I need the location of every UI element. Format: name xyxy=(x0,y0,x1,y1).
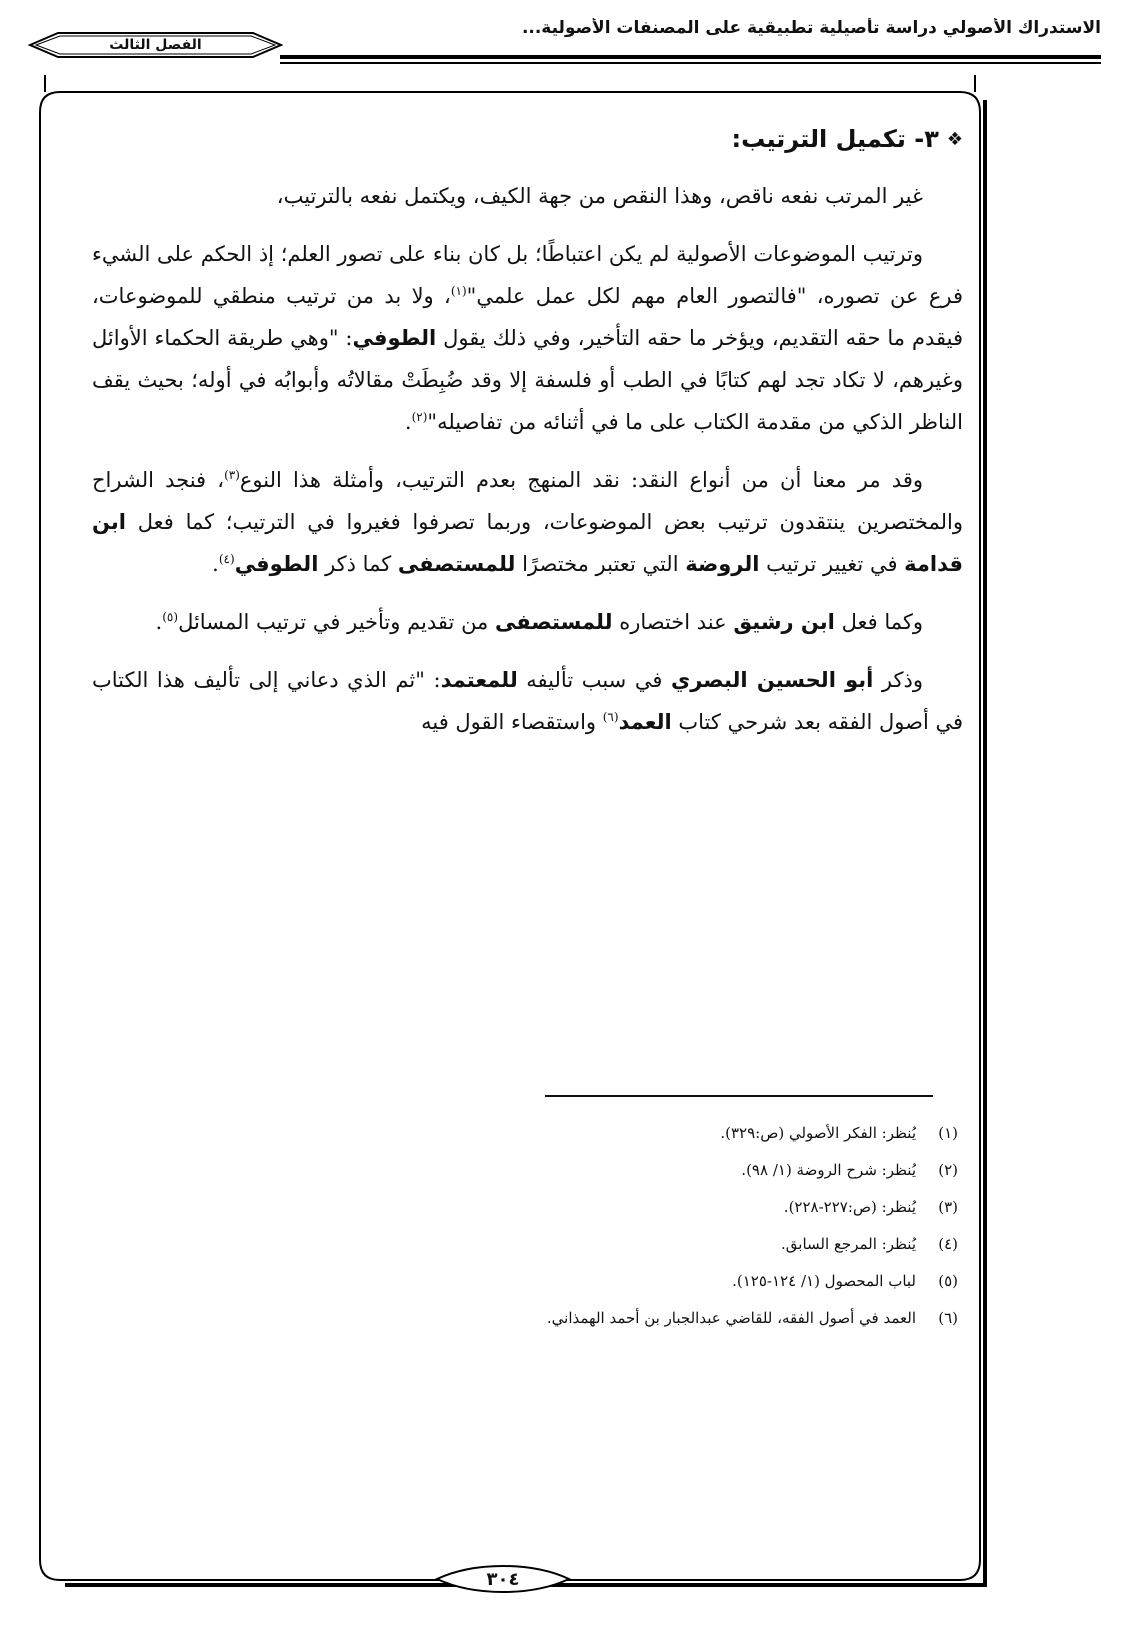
footnote xyxy=(120,1234,958,1254)
paragraph-4 xyxy=(92,601,963,643)
section-heading-text: ٣- تكميل الترتيب: xyxy=(731,125,939,153)
book-title: العمد xyxy=(618,710,672,734)
p5-text-d: واستقصاء القول فيه xyxy=(421,710,603,734)
footnote-ref-1: (١) xyxy=(450,284,467,298)
footnote-number: (١) xyxy=(938,1124,958,1142)
p3-text-a: وقد مر معنا أن من أنواع النقد: نقد المنهج بعدم الترتيب، وأمثلة هذا النوع xyxy=(239,468,923,492)
p4-text-a: وكما فعل xyxy=(834,610,923,634)
p4-text-b: عند اختصاره xyxy=(612,610,734,634)
section-heading xyxy=(92,125,963,153)
p3-text-b: ، فنجد الشراح والمختصرين ينتقدون ترتيب بعض الموضوعات، وربما تصرفوا فغيروا في الترتيب؛ كما فعل xyxy=(92,468,963,534)
footnote-number: (٤) xyxy=(938,1235,958,1253)
footnote xyxy=(120,1271,958,1291)
running-title: الاستدراك الأصولي دراسة تأصيلية تطبيقية على المصنفات الأصولية... xyxy=(521,18,1101,38)
footnote-text: يُنظر: الفكر الأصولي (ص:٣٢٩). xyxy=(720,1124,916,1142)
author-name: الطوفي xyxy=(234,552,319,576)
p5-text-a: وذكر xyxy=(873,668,923,692)
p5-text-b: في سبب تأليفه xyxy=(517,668,671,692)
author-name: أبو الحسين البصري xyxy=(670,668,874,692)
footnote xyxy=(120,1123,958,1143)
footnote-text: يُنظر: (ص:٢٢٧-٢٢٨). xyxy=(783,1198,916,1216)
book-title: الروضة xyxy=(685,552,760,576)
footnote-ref-2: (٢) xyxy=(411,410,428,424)
book-title: للمعتمد xyxy=(440,668,518,692)
footnote-text: يُنظر: شرح الروضة (١/ ٩٨). xyxy=(741,1161,916,1179)
paragraph-1: غير المرتب نفعه ناقص، وهذا النقص من جهة الكيف، ويكتمل نفعه بالترتيب، xyxy=(276,184,923,208)
p3-text-f: . xyxy=(212,552,219,576)
p4-text-c: من تقديم وتأخير في ترتيب المسائل xyxy=(178,610,495,634)
paragraph-5 xyxy=(92,659,963,743)
book-title: للمستصفى xyxy=(397,552,516,576)
diamond-bullet-icon: ❖ xyxy=(946,128,963,150)
p4-text-d: . xyxy=(155,610,163,634)
footnote xyxy=(120,1308,958,1328)
footnote xyxy=(120,1197,958,1217)
footnote-number: (٥) xyxy=(938,1272,958,1290)
page-number: ٣٠٤ xyxy=(486,1568,520,1590)
p2-text-b: ، ولا بد من ترتيب منطقي للموضوعات، فيقدم ما حقه التقديم، ويؤخر ما حقه التأخير، وفي ذلك يقول xyxy=(92,284,963,350)
footnote-text: لباب المحصول (١/ ١٢٤-١٢٥). xyxy=(732,1272,916,1290)
footnote-text: يُنظر: المرجع السابق. xyxy=(781,1235,916,1253)
footnote-separator xyxy=(545,1095,933,1097)
p2-text-d: . xyxy=(404,410,412,434)
page-body xyxy=(92,125,963,759)
footnote-ref-4: (٤) xyxy=(218,552,235,566)
p3-text-e: كما ذكر xyxy=(318,552,398,576)
p2-text-a: وترتيب الموضوعات الأصولية لم يكن اعتباطًا؛ بل كان بناء على تصور العلم؛ إذ الحكم على الشيء فرع عن تصوره، "فالتصور العام مهم لكل عمل علمي" xyxy=(92,242,963,308)
p2-text-c: : "وهي طريقة الحكماء الأوائل وغيرهم، لا تكاد تجد لهم كتابًا في الطب أو فلسفة إلا وقد ضُبِطَتْ مقالاتُه وأبوابُه في أوله؛ بحيث يقف الناظر الذكي من مقدمة الكتاب على ما في أثنائه من تفاصيله" xyxy=(92,326,963,434)
paragraph-3 xyxy=(92,459,963,585)
p3-text-c: في تغيير ترتيب xyxy=(759,552,905,576)
book-title: للمستصفى xyxy=(494,610,613,634)
footnotes xyxy=(120,1123,958,1345)
p5-text-c: : "ثم الذي دعاني إلى تأليف هذا الكتاب في أصول الفقه بعد شرحي كتاب xyxy=(92,668,963,734)
p3-text-d: التي تعتبر مختصرًا xyxy=(515,552,686,576)
footnote-number: (٣) xyxy=(938,1198,958,1216)
paragraph-2 xyxy=(92,233,963,443)
page-number-box xyxy=(435,1564,571,1594)
author-name: الطوفي xyxy=(352,326,437,350)
footnote xyxy=(120,1160,958,1180)
author-name: ابن قدامة xyxy=(92,510,963,576)
footnote-text: العمد في أصول الفقه، للقاضي عبدالجبار بن أحمد الهمذاني. xyxy=(546,1309,916,1327)
footnote-ref-5: (٥) xyxy=(162,610,179,624)
footnote-ref-3: (٣) xyxy=(224,468,240,482)
chapter-label: الفصل الثالث xyxy=(109,37,202,53)
footnote-ref-6: (٦) xyxy=(602,710,619,724)
author-name: ابن رشيق xyxy=(733,610,835,634)
footnote-number: (٢) xyxy=(938,1161,958,1179)
footnote-number: (٦) xyxy=(938,1309,958,1327)
